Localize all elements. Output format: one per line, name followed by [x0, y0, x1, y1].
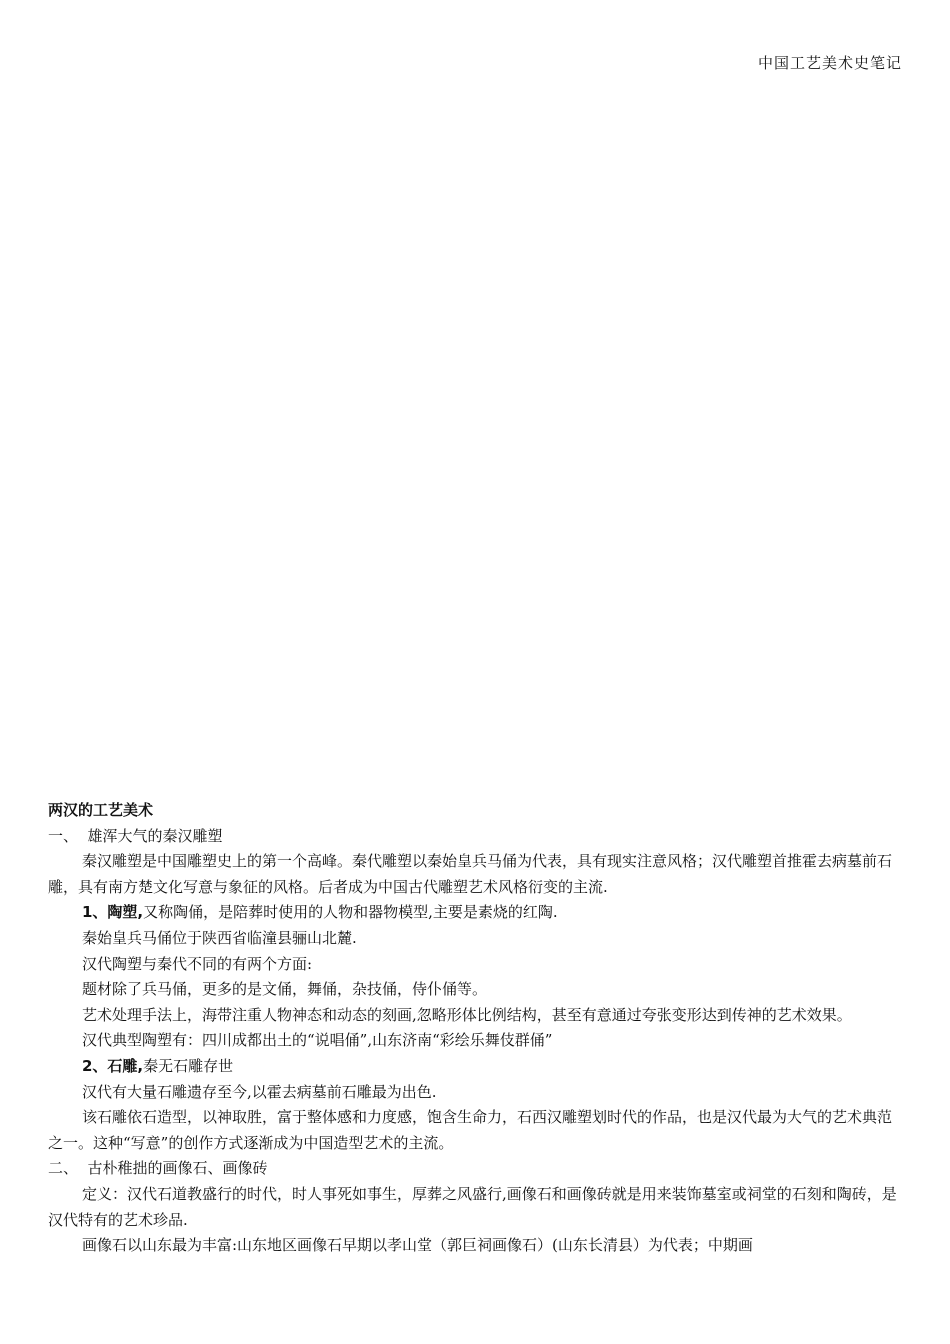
paragraph: 该石雕依石造型，以神取胜，富于整体感和力度感，饱含生命力，石西汉雕塑划时代的作品，也是汉代最为大气的艺术典范之一。这种“写意”的创作方式逐渐成为中国造型艺术的主流。	[48, 1108, 893, 1152]
paragraph: 题材除了兵马俑，更多的是文俑，舞俑，杂技俑，侍仆俑等。	[82, 980, 488, 999]
page-header: 中国工艺美术史笔记	[757, 54, 902, 72]
paragraph: 汉代有大量石雕遗存至今,以霍去病墓前石雕最为出色.	[82, 1082, 437, 1101]
paragraph: 艺术处理手法上，海带注重人物神态和动态的刻画,忽略形体比例结构，甚至有意通过夸张变形达到传神的艺术效果。	[82, 1005, 852, 1024]
document-title: 两汉的工艺美术	[48, 801, 154, 819]
section-heading-2: 二、 古朴稚拙的画像石、画像砖	[48, 1159, 268, 1178]
list-item-2	[48, 1054, 906, 1080]
item-label: 1、陶塑,	[82, 903, 144, 922]
paragraph: 画像石以山东最为丰富:山东地区画像石早期以孝山堂（郭巨祠画像石）(山东长清县）为代表；中期画	[82, 1236, 753, 1255]
paragraph: 汉代陶塑与秦代不同的有两个方面:	[82, 954, 313, 973]
paragraph: 秦始皇兵马俑位于陕西省临潼县骊山北麓.	[82, 928, 357, 947]
item-label: 2、石雕,	[82, 1056, 144, 1075]
item-text: 又称陶俑，是陪葬时使用的人物和器物模型,主要是素烧的红陶.	[143, 903, 558, 922]
paragraph: 定义：汉代石道教盛行的时代，时人事死如事生，厚葬之风盛行,画像石和画像砖就是用来装饰墓室或祠堂的石刻和陶砖，是汉代特有的艺术珍品.	[48, 1184, 897, 1229]
item-text: 秦无石雕存世	[143, 1056, 234, 1075]
list-item-1	[48, 900, 906, 926]
section-heading-1: 一、 雄浑大气的秦汉雕塑	[48, 826, 223, 845]
paragraph: 秦汉雕塑是中国雕塑史上的第一个高峰。秦代雕塑以秦始皇兵马俑为代表，具有现实注意风格；汉代雕塑首推霍去病墓前石雕，具有南方楚文化写意与象征的风格。后者成为中国古代雕塑艺术风格衍变的主流.	[48, 852, 893, 896]
document-body	[48, 798, 906, 1259]
paragraph: 汉代典型陶塑有：四川成都出土的“说唱俑”,山东济南“彩绘乐舞伎群俑”	[82, 1031, 553, 1050]
